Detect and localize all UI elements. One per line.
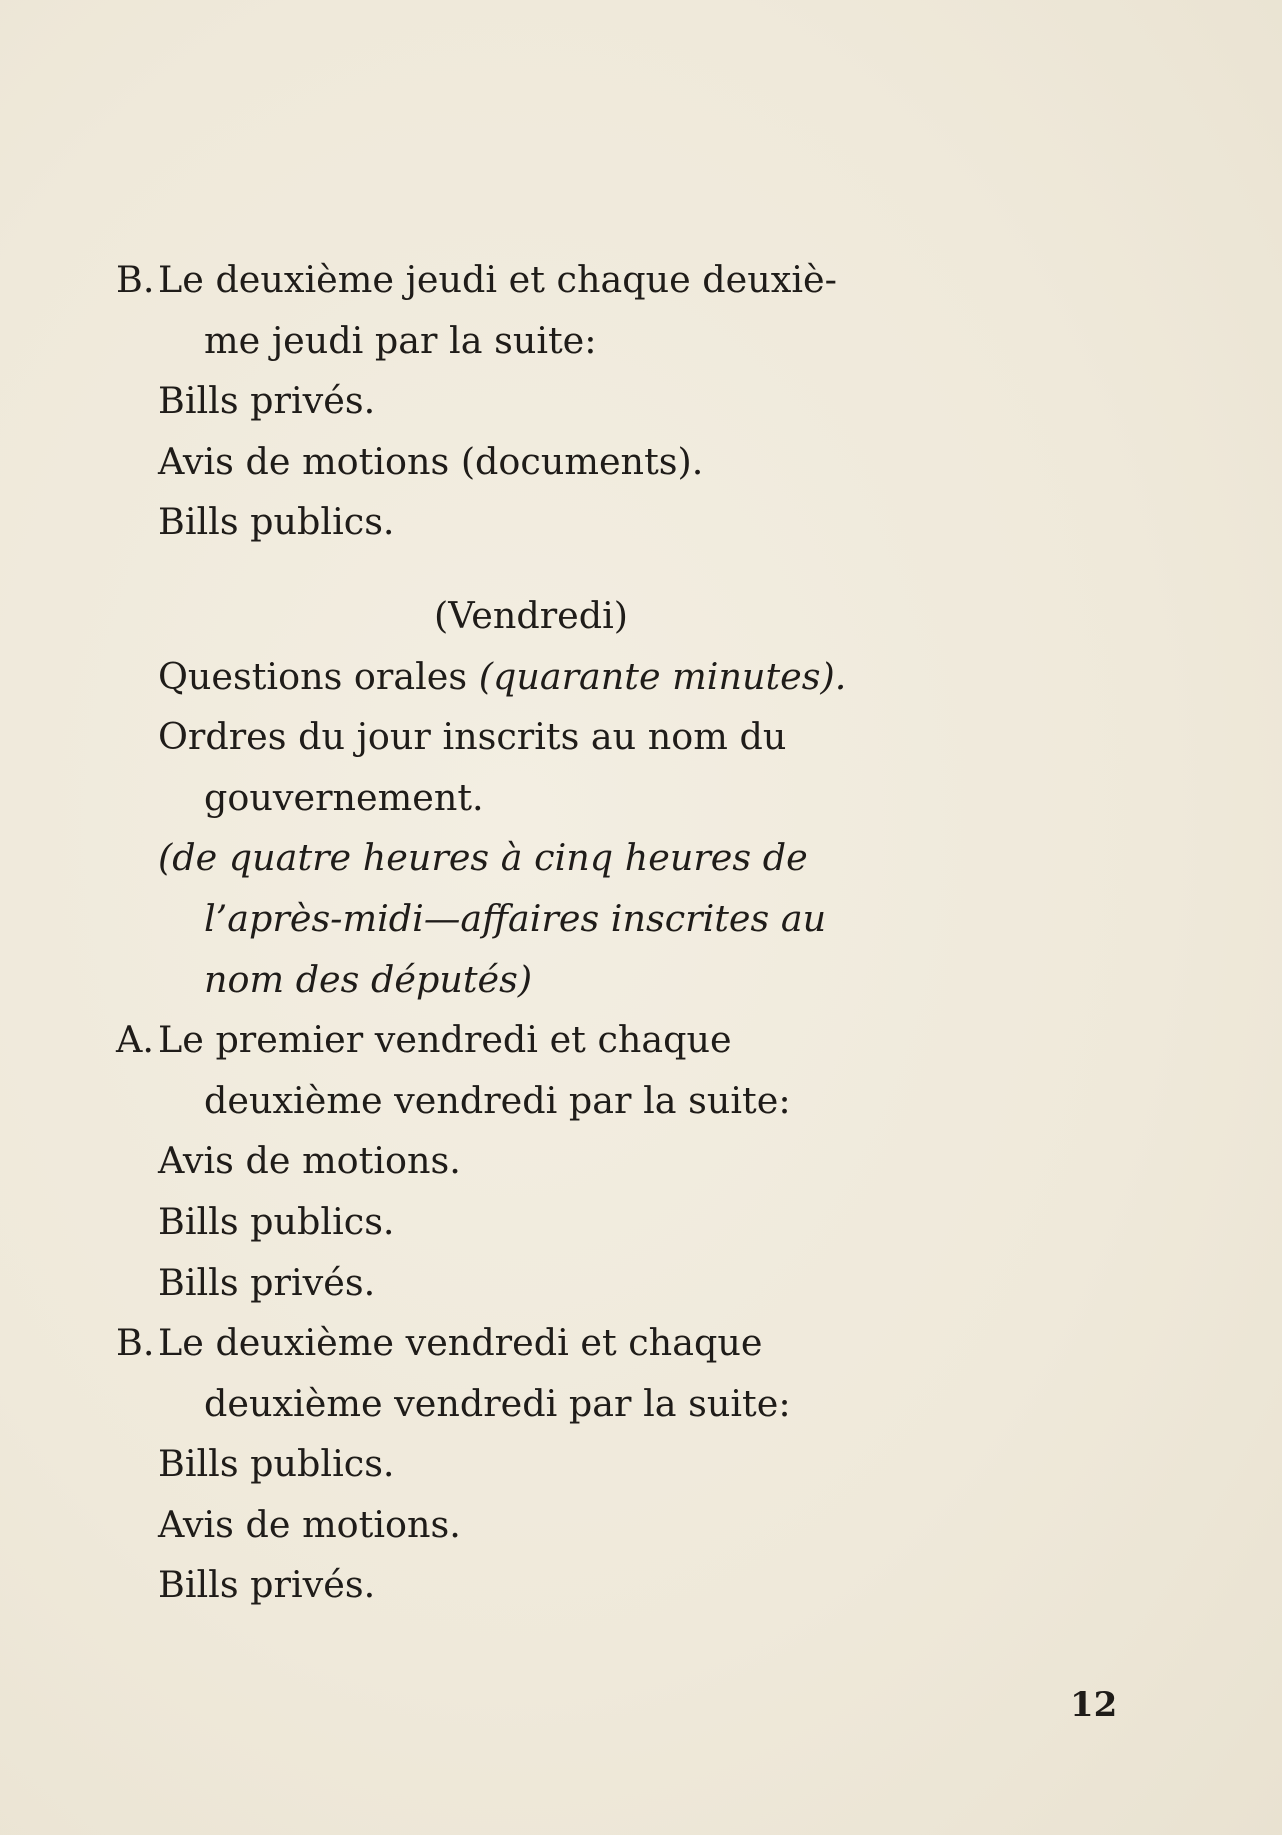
- section-label: B.: [116, 1321, 155, 1365]
- list-item: Bills privés.: [158, 379, 376, 423]
- list-item: Avis de motions.: [158, 1139, 461, 1183]
- list-item: Avis de motions (documents).: [158, 439, 704, 483]
- oral-questions-line: [116, 647, 906, 708]
- list-item: Bills publics.: [158, 500, 395, 544]
- heading-continuation: deuxième vendredi par la suite:: [204, 1078, 791, 1122]
- heading-text: Le premier vendredi et chaque: [158, 1018, 732, 1062]
- list-item: Avis de motions.: [158, 1502, 461, 1546]
- list-item: Bills publics.: [158, 1199, 395, 1243]
- friday-b-heading: [116, 1313, 906, 1374]
- list-item: Bills privés.: [158, 1260, 376, 1304]
- oral-questions-duration: (quarante minutes).: [478, 654, 847, 698]
- heading-text: Le deuxième jeudi et chaque deuxiè-: [158, 258, 837, 301]
- section-label: A.: [116, 1018, 154, 1062]
- day-heading: [116, 586, 906, 647]
- page-number: 12: [1070, 1685, 1118, 1725]
- list-item: Bills privés.: [158, 1563, 376, 1607]
- friday-a-heading: [116, 1010, 906, 1071]
- section-label: B.: [116, 258, 155, 301]
- heading-continuation: me jeudi par la suite:: [204, 318, 597, 362]
- orders-line: Ordres du jour inscrits au nom du: [158, 715, 787, 759]
- day-heading-text: (Vendredi): [433, 593, 629, 637]
- heading-continuation: deuxième vendredi par la suite:: [204, 1381, 791, 1425]
- list-item: Bills publics.: [158, 1442, 395, 1486]
- time-note-line: (de quatre heures à cinq heures de: [158, 836, 808, 880]
- time-note-line: l’après-midi—affaires inscrites au: [204, 896, 827, 940]
- thursday-b-heading: [116, 250, 906, 311]
- orders-continuation: gouvernement.: [204, 775, 484, 819]
- document-body: [116, 250, 906, 1616]
- heading-text: Le deuxième vendredi et chaque: [158, 1321, 763, 1365]
- time-note-line: nom des députés): [204, 957, 533, 1001]
- oral-questions-text: Questions orales: [158, 654, 479, 698]
